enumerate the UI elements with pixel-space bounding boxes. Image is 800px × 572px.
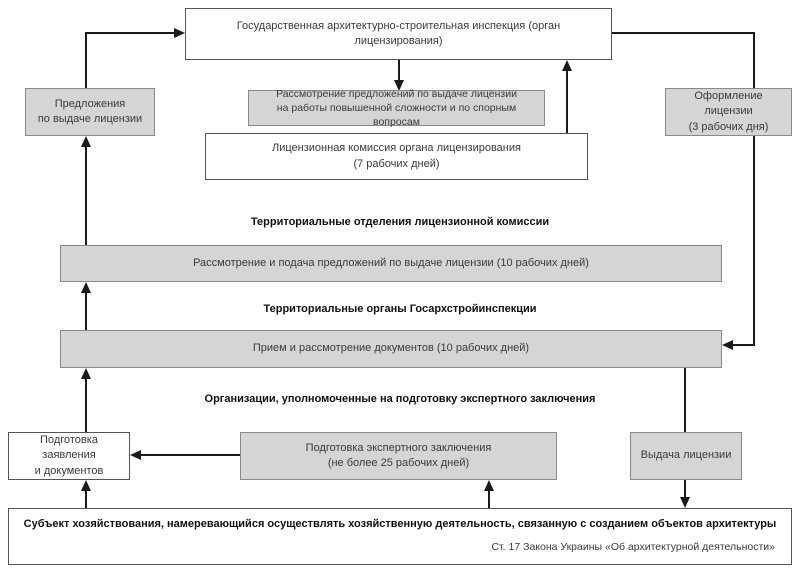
connector-bar1-to-proposals [85,146,87,245]
node-review-proposals-line2: на работы повышенной сложности и по спорным вопросам [276,101,517,129]
node-issue-license [630,432,742,480]
connector-expert-to-application [140,454,240,456]
node-license-commission-line2: (7 рабочих дней) [353,157,440,170]
node-prepare-application-line2: и документов [34,464,104,477]
connector-inspection-to-review [398,60,400,81]
header-territorial-bodies: Территориальные органы Госархстройинспекции [263,303,537,315]
node-prepare-expert [240,432,557,480]
node-gos-inspection-label: Государственная архитектурно-строительная инспекция (орган лицензирования) [236,19,561,47]
node-subject-citation: Ст. 17 Закона Украины «Об архитектурной деятельности» [491,541,775,553]
arrowhead-into-inspection-left [174,28,185,38]
node-proposals-line2: по выдаче лицензии [37,113,143,125]
node-prepare-expert-line2: (не более 25 рабочих дней) [327,457,470,469]
node-bar-reception-label: Прием и рассмотрение документов (10 рабочих дней) [252,342,530,355]
arrowhead-into-reception-right [722,340,733,350]
connector-application-to-bar2 [85,378,87,432]
connector-inspection-right-vertical [753,33,755,88]
node-issue-license-label: Выдача лицензии [640,449,732,462]
node-bar-review-submit [60,245,722,282]
node-license-commission-line1: Лицензионная комиссия органа лицензирования [272,142,521,155]
node-review-proposals-line1: Рассмотрение предложений по выдаче лицензии [276,87,517,100]
node-subject-label: Субъект хозяйствования, намеревающийся осуществлять хозяйственную деятельность, связанную с созданием объектов архитектуры [23,518,777,530]
node-registration [665,88,792,136]
connector-subject-to-expert [488,490,490,508]
connector-proposals-up-horizontal [85,32,174,34]
node-license-commission [205,133,588,180]
node-proposals-line1: Предложения [54,97,126,110]
node-review-proposals [248,87,545,129]
header-organizations: Организации, уполномоченные на подготовку экспертного заключения [204,393,596,405]
node-bar-reception [60,330,722,368]
node-prepare-expert-line1: Подготовка экспертного заключения [305,441,492,454]
node-prepare-application-line1: Подготовка заявления [40,433,98,462]
connector-commission-to-inspection [566,70,568,133]
node-subject [8,508,792,565]
connector-proposals-up-vertical [85,33,87,88]
arrowhead-into-subject-top [680,497,690,508]
node-bar-review-submit-label: Рассмотрение и подача предложений по выдаче лицензии (10 рабочих дней) [193,256,589,269]
node-prepare-application [8,432,130,480]
connector-registration-down-horizontal [733,344,755,346]
node-registration-line1: Оформление лицензии [694,89,763,118]
node-registration-line2: (3 рабочих дня) [688,120,769,133]
header-territorial-branches: Территориальные отделения лицензионной комиссии [250,216,550,228]
connector-inspection-right-horizontal [612,32,755,34]
node-gos-inspection [185,8,612,60]
node-proposals [25,88,155,136]
connector-subject-to-application [85,490,87,508]
